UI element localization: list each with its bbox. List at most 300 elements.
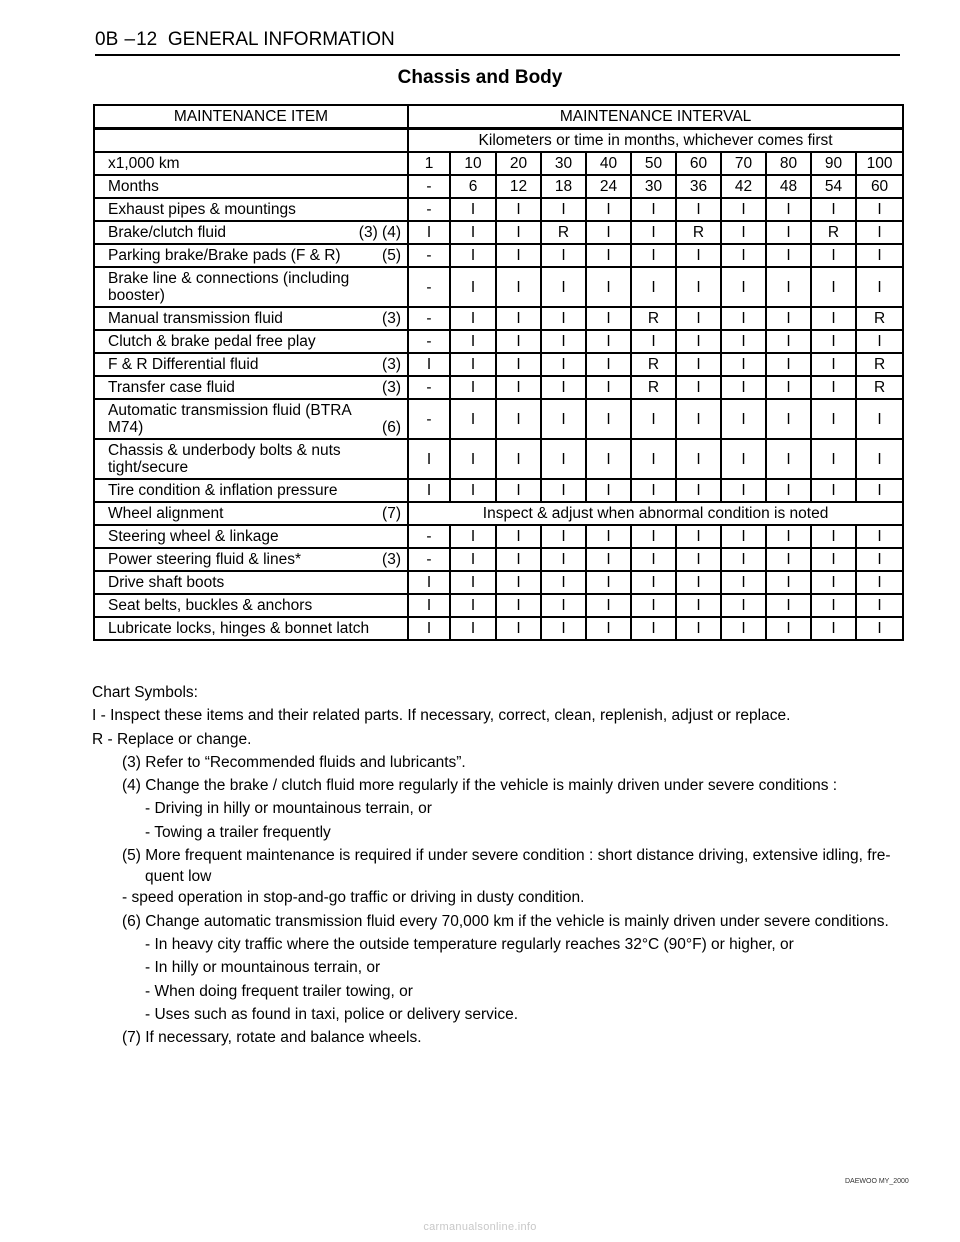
km-row <box>94 152 903 175</box>
maintenance-item <box>94 525 408 548</box>
interval-cell: I <box>586 198 631 221</box>
interval-cell: R <box>676 221 721 244</box>
interval-cell: I <box>450 221 496 244</box>
interval-cell: R <box>541 221 586 244</box>
interval-cell: I <box>586 617 631 640</box>
interval-cell: R <box>856 307 903 330</box>
interval-cell: I <box>541 439 586 479</box>
interval-cell: I <box>541 525 586 548</box>
interval-cell: I <box>586 439 631 479</box>
interval-cell: I <box>450 307 496 330</box>
maintenance-item <box>94 479 408 502</box>
interval-cell: I <box>811 525 856 548</box>
km-value: 20 <box>496 152 541 175</box>
note-line: (4) Change the brake / clutch fluid more regularly if the vehicle is mainly driven under severe conditions : <box>122 777 838 795</box>
interval-cell: I <box>631 330 676 353</box>
interval-cell: I <box>811 548 856 571</box>
months-value: 42 <box>721 175 766 198</box>
interval-cell: I <box>676 267 721 307</box>
interval-cell: I <box>721 307 766 330</box>
table-row <box>94 479 903 502</box>
months-value: 48 <box>766 175 811 198</box>
interval-cell: I <box>541 617 586 640</box>
maintenance-item <box>94 439 408 479</box>
interval-cell: I <box>856 198 903 221</box>
km-value: 60 <box>676 152 721 175</box>
interval-cell: I <box>586 399 631 439</box>
interval-cell: I <box>541 376 586 399</box>
interval-cell: I <box>811 571 856 594</box>
interval-cell: I <box>450 617 496 640</box>
interval-cell: I <box>766 617 811 640</box>
item-wrap <box>108 379 401 396</box>
item-name: Brake line & connections (including booster) <box>108 270 350 304</box>
km-label: x1,000 km <box>94 152 408 175</box>
table-row <box>94 353 903 376</box>
interval-cell: I <box>541 594 586 617</box>
table-row <box>94 594 903 617</box>
interval-cell: I <box>766 594 811 617</box>
maintenance-item <box>94 376 408 399</box>
interval-cell: I <box>631 221 676 244</box>
item-name: Exhaust pipes & mountings <box>108 201 296 218</box>
item-wrap <box>108 620 401 637</box>
months-value: - <box>408 175 450 198</box>
interval-cell: I <box>811 376 856 399</box>
note-line: I - Inspect these items and their related parts. If necessary, correct, clean, replenish, adjust or replace. <box>92 707 791 725</box>
interval-cell: I <box>631 399 676 439</box>
interval-cell: R <box>631 376 676 399</box>
interval-cell: I <box>721 479 766 502</box>
interval-cell: I <box>631 244 676 267</box>
interval-cell: I <box>721 399 766 439</box>
interval-cell: I <box>496 198 541 221</box>
item-wrap <box>108 505 401 522</box>
interval-cell: I <box>586 267 631 307</box>
interval-cell: R <box>856 376 903 399</box>
interval-cell: I <box>676 439 721 479</box>
interval-cell: I <box>676 330 721 353</box>
interval-cell: I <box>408 479 450 502</box>
maintenance-item <box>94 617 408 640</box>
interval-cell: I <box>450 198 496 221</box>
interval-cell: I <box>586 221 631 244</box>
item-name: Lubricate locks, hinges & bonnet latch <box>108 620 370 637</box>
interval-cell: I <box>721 221 766 244</box>
interval-cell: I <box>766 198 811 221</box>
interval-cell: I <box>766 376 811 399</box>
page-header: 0B –12 GENERAL INFORMATION <box>95 28 900 56</box>
interval-cell: I <box>496 376 541 399</box>
interval-cell: - <box>408 244 450 267</box>
interval-cell: I <box>496 221 541 244</box>
note-line: R - Replace or change. <box>92 730 252 748</box>
item-wrap <box>108 402 401 436</box>
months-value: 6 <box>450 175 496 198</box>
maintenance-item <box>94 399 408 439</box>
months-value: 12 <box>496 175 541 198</box>
note-line: (7) If necessary, rotate and balance wheels. <box>122 1029 422 1047</box>
interval-cell: I <box>586 594 631 617</box>
interval-cell: I <box>541 198 586 221</box>
interval-cell: I <box>856 548 903 571</box>
note-line: quent low <box>145 868 212 886</box>
interval-cell: I <box>631 548 676 571</box>
item-name: Steering wheel & linkage <box>108 528 279 545</box>
interval-cell: I <box>721 617 766 640</box>
item-wrap <box>108 356 401 373</box>
item-name: Tire condition & inflation pressure <box>108 482 338 499</box>
km-value: 100 <box>856 152 903 175</box>
maintenance-item <box>94 502 408 525</box>
item-reference: (7) <box>382 505 401 522</box>
interval-cell: - <box>408 376 450 399</box>
interval-cell: - <box>408 307 450 330</box>
interval-cell: I <box>496 330 541 353</box>
interval-cell: I <box>541 330 586 353</box>
interval-cell: I <box>631 479 676 502</box>
interval-cell: I <box>766 244 811 267</box>
interval-cell: I <box>811 267 856 307</box>
table-row <box>94 571 903 594</box>
interval-cell: I <box>721 353 766 376</box>
interval-cell: I <box>450 267 496 307</box>
interval-cell: - <box>408 548 450 571</box>
maintenance-item <box>94 548 408 571</box>
interval-cell: I <box>676 198 721 221</box>
subheader-blank <box>94 129 408 153</box>
interval-cell: I <box>856 221 903 244</box>
table-row <box>94 221 903 244</box>
item-wrap <box>108 270 401 304</box>
interval-cell: I <box>586 548 631 571</box>
interval-cell: I <box>676 479 721 502</box>
item-name: Clutch & brake pedal free play <box>108 333 316 350</box>
table-row <box>94 307 903 330</box>
maintenance-item-header: MAINTENANCE ITEM <box>94 105 408 129</box>
item-name: Chassis & underbody bolts & nuts tight/secure <box>108 442 341 476</box>
interval-cell: I <box>811 439 856 479</box>
interval-cell: I <box>408 353 450 376</box>
note-line: (6) Change automatic transmission fluid every 70,000 km if the vehicle is mainly driven under severe conditions. <box>122 912 889 930</box>
interval-cell: I <box>721 376 766 399</box>
item-wrap <box>108 482 401 499</box>
interval-cell: I <box>541 571 586 594</box>
interval-cell: I <box>541 399 586 439</box>
km-value: 30 <box>541 152 586 175</box>
interval-cell: I <box>811 353 856 376</box>
table-row <box>94 548 903 571</box>
item-name: Manual transmission fluid <box>108 310 283 327</box>
interval-cell: I <box>631 525 676 548</box>
item-wrap <box>108 597 401 614</box>
interval-cell: I <box>450 571 496 594</box>
item-reference: (3) (4) <box>358 224 401 241</box>
interval-cell: I <box>856 617 903 640</box>
interval-cell: I <box>856 439 903 479</box>
interval-cell: I <box>586 353 631 376</box>
interval-cell: I <box>450 376 496 399</box>
interval-cell: I <box>496 399 541 439</box>
item-name: Drive shaft boots <box>108 574 225 591</box>
interval-cell: - <box>408 267 450 307</box>
interval-cell: I <box>631 267 676 307</box>
interval-cell: I <box>856 330 903 353</box>
note-line: - Uses such as found in taxi, police or delivery service. <box>145 1005 519 1023</box>
table-row <box>94 502 903 525</box>
table-row <box>94 376 903 399</box>
interval-cell: I <box>721 198 766 221</box>
interval-cell: I <box>408 594 450 617</box>
maintenance-item <box>94 198 408 221</box>
km-value: 70 <box>721 152 766 175</box>
interval-cell: I <box>631 571 676 594</box>
table-row <box>94 439 903 479</box>
interval-cell: I <box>496 439 541 479</box>
interval-cell: I <box>541 479 586 502</box>
interval-cell: I <box>450 525 496 548</box>
note-line: - speed operation in stop-and-go traffic or driving in dusty condition. <box>122 889 585 907</box>
interval-cell: I <box>856 267 903 307</box>
interval-cell: I <box>721 330 766 353</box>
table-row <box>94 330 903 353</box>
note-line: - Driving in hilly or mountainous terrain, or <box>145 800 432 818</box>
item-name: Brake/clutch fluid <box>108 224 227 241</box>
table-row <box>94 525 903 548</box>
maintenance-interval-header: MAINTENANCE INTERVAL <box>408 105 903 129</box>
interval-cell: I <box>676 617 721 640</box>
maintenance-table <box>93 104 904 641</box>
maintenance-item <box>94 307 408 330</box>
interval-cell: I <box>450 353 496 376</box>
item-name: Wheel alignment <box>108 505 224 522</box>
interval-cell: I <box>450 330 496 353</box>
interval-cell: I <box>496 525 541 548</box>
interval-cell: I <box>676 376 721 399</box>
item-reference: (3) <box>382 310 401 327</box>
interval-cell: I <box>541 267 586 307</box>
interval-cell: I <box>676 571 721 594</box>
item-wrap <box>108 333 401 350</box>
item-reference: (3) <box>382 356 401 373</box>
months-value: 60 <box>856 175 903 198</box>
interval-cell: I <box>721 439 766 479</box>
km-value: 50 <box>631 152 676 175</box>
item-name: F & R Differential fluid <box>108 356 259 373</box>
interval-cell: I <box>766 353 811 376</box>
item-reference: (3) <box>382 551 401 568</box>
interval-cell: I <box>811 244 856 267</box>
section-title: Chassis and Body <box>397 67 563 88</box>
interval-cell: I <box>450 594 496 617</box>
item-wrap <box>108 528 401 545</box>
interval-cell: I <box>856 479 903 502</box>
interval-cell: I <box>721 244 766 267</box>
interval-cell: I <box>856 399 903 439</box>
interval-cell: I <box>541 548 586 571</box>
interval-cell: I <box>631 439 676 479</box>
table-row <box>94 198 903 221</box>
interval-cell: I <box>766 525 811 548</box>
item-wrap <box>108 310 401 327</box>
months-value: 54 <box>811 175 856 198</box>
interval-cell: I <box>766 571 811 594</box>
interval-cell: I <box>856 525 903 548</box>
note-line: - In heavy city traffic where the outside temperature regularly reaches 32°C (90°F) or higher, or <box>145 935 794 953</box>
interval-cell: - <box>408 525 450 548</box>
interval-cell: I <box>721 267 766 307</box>
interval-cell: I <box>721 594 766 617</box>
interval-cell: I <box>541 353 586 376</box>
note-line: (5) More frequent maintenance is required if under severe condition : short distance driving, extensive idling, fre- <box>122 847 891 865</box>
interval-cell: I <box>586 571 631 594</box>
interval-cell: I <box>541 244 586 267</box>
interval-cell: I <box>408 571 450 594</box>
note-line: - Towing a trailer frequently <box>145 823 331 841</box>
interval-cell: I <box>811 330 856 353</box>
table-row <box>94 617 903 640</box>
months-value: 36 <box>676 175 721 198</box>
interval-cell: I <box>496 571 541 594</box>
km-value: 80 <box>766 152 811 175</box>
interval-cell: I <box>811 479 856 502</box>
interval-cell: I <box>811 399 856 439</box>
maintenance-item <box>94 244 408 267</box>
interval-cell: I <box>450 244 496 267</box>
interval-cell: I <box>856 594 903 617</box>
interval-cell: I <box>631 617 676 640</box>
km-value: 40 <box>586 152 631 175</box>
interval-cell: I <box>631 198 676 221</box>
watermark: carmanualsonline.info <box>423 1221 537 1233</box>
interval-cell: I <box>811 594 856 617</box>
item-reference: (6) <box>382 419 401 436</box>
interval-cell: R <box>631 353 676 376</box>
interval-cell: I <box>676 399 721 439</box>
interval-cell: I <box>408 617 450 640</box>
item-reference: (5) <box>382 247 401 264</box>
interval-cell: I <box>408 439 450 479</box>
months-value: 18 <box>541 175 586 198</box>
interval-cell: I <box>586 307 631 330</box>
maintenance-item <box>94 353 408 376</box>
interval-cell: I <box>856 571 903 594</box>
item-wrap <box>108 551 401 568</box>
interval-cell: I <box>450 399 496 439</box>
item-name: Parking brake/Brake pads (F & R) <box>108 247 341 264</box>
maintenance-item <box>94 594 408 617</box>
interval-cell: I <box>676 307 721 330</box>
interval-cell: I <box>450 548 496 571</box>
interval-cell: I <box>676 353 721 376</box>
interval-cell: I <box>496 548 541 571</box>
item-wrap <box>108 224 401 241</box>
item-wrap <box>108 201 401 218</box>
item-reference: (3) <box>382 379 401 396</box>
interval-cell: I <box>496 244 541 267</box>
interval-cell: I <box>766 221 811 244</box>
item-name: Automatic transmission fluid (BTRA M74) <box>108 402 351 436</box>
table-row <box>94 399 903 439</box>
interval-cell: I <box>586 376 631 399</box>
interval-cell: I <box>586 244 631 267</box>
chart-symbols-notes <box>92 681 904 1049</box>
interval-cell: I <box>811 198 856 221</box>
interval-cell: I <box>496 307 541 330</box>
interval-cell: - <box>408 330 450 353</box>
months-value: 30 <box>631 175 676 198</box>
months-label: Months <box>94 175 408 198</box>
interval-cell: I <box>496 353 541 376</box>
interval-subheader: Kilometers or time in months, whichever comes first <box>408 129 903 153</box>
interval-cell: I <box>811 307 856 330</box>
interval-cell: I <box>811 617 856 640</box>
interval-cell: - <box>408 399 450 439</box>
item-wrap <box>108 247 401 264</box>
interval-cell: I <box>766 399 811 439</box>
item-name: Seat belts, buckles & anchors <box>108 597 313 614</box>
interval-cell: I <box>766 307 811 330</box>
interval-cell: I <box>766 330 811 353</box>
km-value: 10 <box>450 152 496 175</box>
notes-title: Chart Symbols: <box>92 684 198 701</box>
months-value: 24 <box>586 175 631 198</box>
interval-cell: I <box>676 525 721 548</box>
interval-cell: I <box>586 525 631 548</box>
footer-code: DAEWOO MY_2000 <box>845 1178 909 1185</box>
note-line: (3) Refer to “Recommended fluids and lubricants”. <box>122 753 466 771</box>
km-value: 90 <box>811 152 856 175</box>
interval-cell: I <box>856 244 903 267</box>
months-row <box>94 175 903 198</box>
interval-cell: I <box>721 525 766 548</box>
interval-cell: I <box>496 479 541 502</box>
interval-cell: - <box>408 198 450 221</box>
km-value: 1 <box>408 152 450 175</box>
subheader-row <box>94 129 903 153</box>
note-line: - In hilly or mountainous terrain, or <box>145 959 381 977</box>
interval-cell: I <box>450 479 496 502</box>
interval-cell: I <box>408 221 450 244</box>
maintenance-item <box>94 571 408 594</box>
interval-cell: R <box>631 307 676 330</box>
interval-cell: I <box>766 439 811 479</box>
note-line: - When doing frequent trailer towing, or <box>145 982 413 1000</box>
interval-cell: I <box>676 594 721 617</box>
table-row <box>94 244 903 267</box>
interval-cell: I <box>676 548 721 571</box>
interval-cell: R <box>856 353 903 376</box>
item-name: Transfer case fluid <box>108 379 235 396</box>
maintenance-item <box>94 330 408 353</box>
page-number: 12 <box>136 29 158 50</box>
interval-cell: I <box>766 479 811 502</box>
interval-cell: I <box>721 548 766 571</box>
interval-cell: I <box>586 330 631 353</box>
interval-cell: I <box>541 307 586 330</box>
item-name: Power steering fluid & lines* <box>108 551 301 568</box>
interval-cell: I <box>496 267 541 307</box>
interval-cell: I <box>450 439 496 479</box>
interval-note: Inspect & adjust when abnormal condition is noted <box>408 502 903 525</box>
table-row <box>94 267 903 307</box>
table-header-row <box>94 105 903 129</box>
interval-cell: I <box>766 267 811 307</box>
section-code: 0B <box>95 29 119 50</box>
interval-cell: I <box>496 617 541 640</box>
interval-cell: I <box>766 548 811 571</box>
interval-cell: R <box>811 221 856 244</box>
